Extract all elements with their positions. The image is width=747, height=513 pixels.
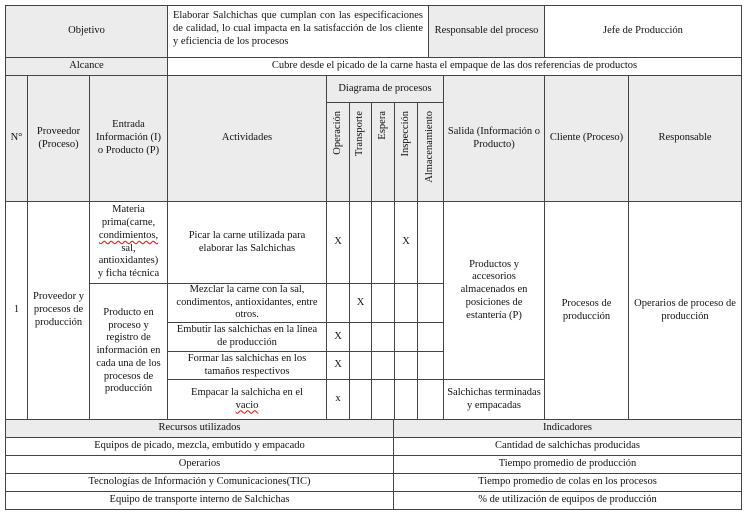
activity-5-almacenamiento <box>417 379 444 420</box>
activity-1-espera <box>371 201 395 284</box>
activity-3-transporte <box>349 322 372 352</box>
row-salida-1: Productos y accesorios almacenados en posiciones de estantería (P) <box>443 201 545 380</box>
entrada-1-line-e: y ficha técnica <box>97 268 160 280</box>
indicador-item: Cantidad de salchichas producidas <box>393 437 742 456</box>
col-actividades: Actividades <box>167 75 327 202</box>
recurso-item: Operarios <box>5 455 394 474</box>
activity-5-espera <box>371 379 395 420</box>
indicador-item: Tiempo promedio de producción <box>393 455 742 474</box>
recurso-item: Tecnologías de Información y Comunicaciones(TIC) <box>5 473 394 492</box>
activity-5 <box>167 379 327 420</box>
col-proveedor: Proveedor (Proceso) <box>27 75 90 202</box>
activity-1-inspeccion: X <box>394 201 418 284</box>
activity-3-espera <box>371 322 395 352</box>
col-cliente: Cliente (Proceso) <box>544 75 629 202</box>
row-entrada-1 <box>89 201 168 284</box>
entrada-1-line-a: Materia prima(carne, <box>101 204 156 228</box>
activity-2-inspeccion <box>394 283 418 323</box>
activity-5-line-a: Empacar la salchicha en el <box>191 386 303 398</box>
alcance-text: Cubre desde el picado de la carne hasta el empaque de las dos referencias de productos <box>167 57 742 76</box>
activity-2-operacion <box>326 283 350 323</box>
objetivo-text: Elaborar Salchichas que cumplan con las especificaciones de calidad, lo cual impacta en la satisfacción de los cliente y eficiencia de los procesos <box>167 5 429 58</box>
col-inspeccion-label: Inspección <box>399 111 411 157</box>
col-numero: N° <box>5 75 28 202</box>
activity-4-almacenamiento <box>417 351 444 380</box>
alcance-label: Alcance <box>5 57 168 76</box>
col-salida: Salida (Información o Producto) <box>443 75 545 202</box>
row-proveedor: Proveedor y procesos de producción <box>27 201 90 420</box>
col-espera-label: Espera <box>376 111 388 140</box>
activity-2-almacenamiento <box>417 283 444 323</box>
col-operacion <box>326 102 350 202</box>
indicador-item: % de utilización de equipos de producción <box>393 491 742 510</box>
activity-2-transporte: X <box>349 283 372 323</box>
col-almacenamiento <box>417 102 444 202</box>
activity-1-operacion: X <box>326 201 350 284</box>
responsable-proceso-label: Responsable del proceso <box>428 5 545 58</box>
col-almacenamiento-label: Almacenamiento <box>424 111 436 183</box>
activity-4-transporte <box>349 351 372 380</box>
col-diagrama: Diagrama de procesos <box>326 75 444 103</box>
col-espera <box>371 102 395 202</box>
col-entrada: Entrada Información (I) o Producto (P) <box>89 75 168 202</box>
responsable-proceso-value: Jefe de Producción <box>544 5 742 58</box>
activity-2-espera <box>371 283 395 323</box>
activity-5-inspeccion <box>394 379 418 420</box>
recursos-label: Recursos utilizados <box>5 419 394 438</box>
activity-3-inspeccion <box>394 322 418 352</box>
row-salida-2: Salchichas terminadas y empacadas <box>443 379 545 420</box>
activity-3: Embutir las salchichas en la línea de producción <box>167 322 327 352</box>
indicador-item: Tiempo promedio de colas en los procesos <box>393 473 742 492</box>
activity-4-operacion: X <box>326 351 350 380</box>
activity-3-almacenamiento <box>417 322 444 352</box>
activity-1-almacenamiento <box>417 201 444 284</box>
activity-4: Formar las salchichas en los tamaños respectivos <box>167 351 327 380</box>
recurso-item: Equipos de picado, mezcla, embutido y empacado <box>5 437 394 456</box>
col-transporte-label: Transporte <box>354 111 366 157</box>
row-cliente: Procesos de producción <box>544 201 629 420</box>
activity-4-espera <box>371 351 395 380</box>
objetivo-label: Objetivo <box>5 5 168 58</box>
col-inspeccion <box>394 102 418 202</box>
entrada-1-line-d: antioxidantes) <box>98 255 159 267</box>
recurso-item: Equipo de transporte interno de Salchichas <box>5 491 394 510</box>
col-operacion-label: Operación <box>331 111 343 155</box>
activity-5-transporte <box>349 379 372 420</box>
activity-5-operacion: x <box>326 379 350 420</box>
entrada-1-line-b: condimientos, <box>98 229 159 241</box>
row-entrada-2: Producto en proceso y registro de información en cada una de los procesos de producción <box>89 283 168 420</box>
col-responsable: Responsable <box>628 75 742 202</box>
activity-2: Mezclar la carne con la sal, condimentos, antioxidantes, entre otros. <box>167 283 327 323</box>
activity-4-inspeccion <box>394 351 418 380</box>
activity-5-line-b: vacio <box>235 399 259 411</box>
activity-1: Picar la carne utilizada para elaborar las Salchichas <box>167 201 327 284</box>
entrada-1-line-c: sal, <box>121 242 136 254</box>
activity-3-operacion: X <box>326 322 350 352</box>
row-numero: 1 <box>5 201 28 420</box>
activity-1-transporte <box>349 201 372 284</box>
col-transporte <box>349 102 372 202</box>
row-responsable: Operarios de proceso de producción <box>628 201 742 420</box>
indicadores-label: Indicadores <box>393 419 742 438</box>
